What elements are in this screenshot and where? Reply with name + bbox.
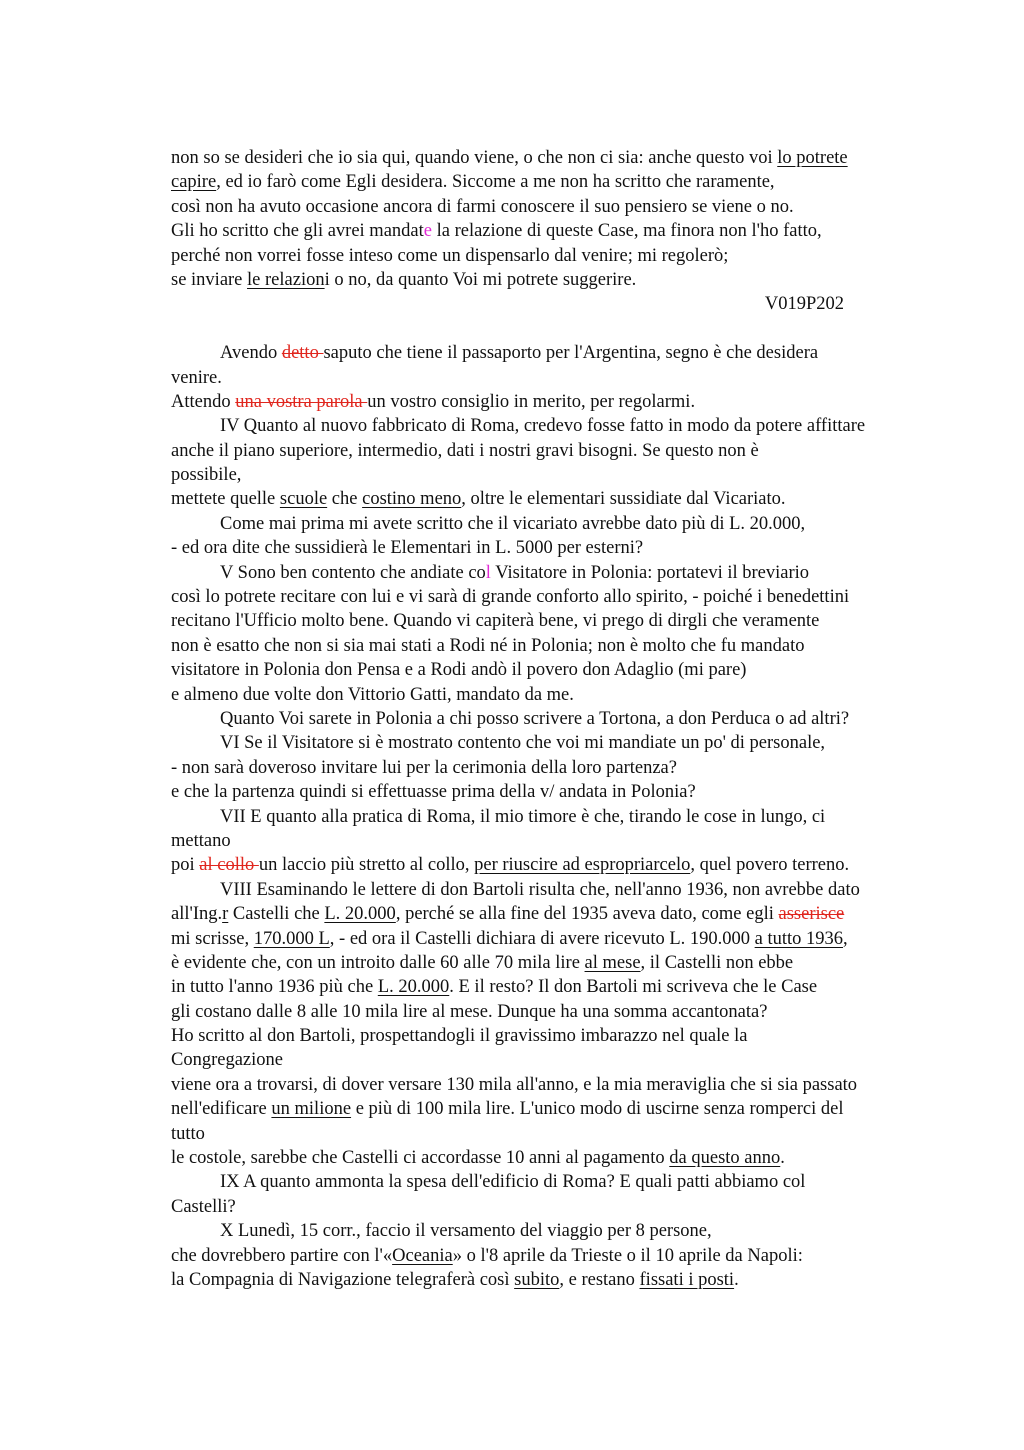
inserted-text: l	[485, 562, 491, 583]
inserted-text: e	[423, 221, 432, 242]
text-run: Attendo	[171, 391, 236, 412]
letter-page	[171, 146, 971, 1292]
text-line	[171, 390, 971, 414]
underlined-text: a tutto 1936	[754, 928, 844, 949]
text-run: Castelli che	[228, 904, 325, 925]
section-viii-heading-line: VIII Esaminando le lettere di don Bartoli risulta che, nell'anno 1936, non avrebbe dato	[220, 879, 860, 900]
underlined-text: al mese	[584, 952, 641, 973]
text-line: gli costano dalle 8 alle 10 mila lire al mese. Dunque ha una somma accantonata?	[171, 1001, 768, 1022]
text-line	[171, 1146, 971, 1170]
text-run: ,	[843, 928, 848, 949]
text-line	[171, 170, 971, 194]
text-line	[171, 975, 971, 999]
text-run: le costole, sarebbe che Castelli ci accordasse 10 anni al pagamento	[171, 1148, 670, 1169]
text-run: poi	[171, 855, 200, 876]
text-line: Come mai prima mi avete scritto che il vicariato avrebbe dato più di L. 20.000,	[220, 513, 806, 534]
deleted-text: detto	[281, 343, 324, 364]
text-run: . E il resto? Il don Bartoli mi scriveva che le Case	[449, 977, 818, 998]
text-line: mettano	[171, 830, 231, 851]
text-run: nell'edificare	[171, 1099, 272, 1120]
text-run: , perché se alla fine del 1935 aveva dato, come egli	[395, 904, 779, 925]
text-run: un vostro consiglio in merito, per regolarmi.	[367, 391, 696, 412]
text-line: e almeno due volte don Vittorio Gatti, mandato da me.	[171, 684, 574, 705]
underlined-text: lo potrete	[777, 148, 848, 168]
text-line: venire.	[171, 367, 222, 388]
underlined-text: fissati i posti	[639, 1269, 735, 1290]
text-line: Castelli?	[171, 1196, 236, 1217]
underlined-text: Oceania	[392, 1245, 453, 1266]
underlined-text: per riuscire ad espropriarcelo	[474, 855, 691, 876]
underlined-text: L. 20.000	[377, 977, 450, 998]
text-line	[171, 146, 971, 170]
text-run: che dovrebbero partire con l'«	[171, 1245, 393, 1266]
text-line: viene ora a trovarsi, di dover versare 130 mila all'anno, e la mia meraviglia che si sia passato	[171, 1074, 858, 1095]
section-vii-heading-line: VII E quanto alla pratica di Roma, il mio timore è che, tirando le cose in lungo, ci	[220, 806, 826, 827]
text-run: .	[734, 1269, 739, 1290]
section-vi-heading-line: VI Se il Visitatore si è mostrato contento che voi mi mandiate un po' di personale,	[220, 733, 826, 754]
text-run: se inviare	[171, 269, 248, 290]
text-line: Ho scritto al don Bartoli, prospettandogli il gravissimo imbarazzo nel quale la	[171, 1026, 748, 1047]
text-line	[171, 1244, 971, 1268]
text-line	[171, 951, 971, 975]
text-run: e più di 100 mila lire. L'unico modo di uscirne senza romperci del	[351, 1099, 844, 1120]
text-run: V Sono ben contento che andiate co	[220, 562, 486, 583]
text-line: Quanto Voi sarete in Polonia a chi posso scrivere a Tortona, a don Perduca o ad altri?	[220, 708, 850, 729]
text-line	[171, 487, 971, 511]
text-run: Gli ho scritto che gli avrei mandat	[171, 221, 424, 242]
text-run: non so se desideri che io sia qui, quando viene, o che non ci sia: anche questo voi	[171, 148, 778, 168]
text-line	[171, 853, 971, 877]
reference-code: V019P202	[764, 294, 844, 315]
text-line	[171, 219, 971, 243]
deleted-text: una vostra parola	[235, 391, 368, 412]
text-run: , ed io farò come Egli desidera. Siccome a me non ha scritto che raramente,	[216, 172, 775, 193]
text-run: , quel povero terreno.	[690, 855, 850, 876]
text-line: - non sarà doveroso invitare lui per la cerimonia della loro partenza?	[171, 757, 677, 778]
text-run: , e restano	[559, 1269, 640, 1290]
underlined-text: le relazion	[247, 269, 325, 290]
text-run: , il Castelli non ebbe	[640, 952, 794, 973]
underlined-text: costino meno	[362, 489, 462, 510]
underlined-text: un milione	[271, 1099, 352, 1120]
text-run: , oltre le elementari sussidiate dal Vicariato.	[461, 489, 786, 510]
underlined-text: da questo anno	[669, 1148, 781, 1169]
text-run: in tutto l'anno 1936 più che	[171, 977, 378, 998]
underlined-text: capire	[171, 172, 217, 193]
text-run: saputo che tiene il passaporto per l'Argentina, segno è che desidera	[323, 343, 819, 364]
text-line: così non ha avuto occasione ancora di farmi conoscere il suo pensiero se viene o no.	[171, 196, 794, 217]
text-line	[171, 341, 971, 365]
underlined-text: L. 20.000	[324, 904, 396, 925]
text-run: che	[327, 489, 363, 510]
section-v-heading-line	[171, 561, 971, 585]
text-line	[171, 902, 971, 926]
text-run: all'Ing.	[171, 904, 223, 925]
text-line: anche il piano superiore, intermedio, dati i nostri gravi bisogni. Se questo non è	[171, 440, 759, 461]
text-line	[171, 1268, 971, 1292]
blank-line	[171, 317, 971, 341]
section-iv-heading-line: IV Quanto al nuovo fabbricato di Roma, credevo fosse fatto in modo da potere affittare	[220, 416, 866, 437]
section-ix-heading-line: IX A quanto ammonta la spesa dell'edificio di Roma? E quali patti abbiamo col	[220, 1172, 806, 1193]
underlined-text: scuole	[279, 489, 328, 510]
text-line: perché non vorrei fosse inteso come un dispensarlo dal venire; mi regolerò;	[171, 245, 729, 266]
text-line: così lo potrete recitare con lui e vi sarà di grande conforto allo spirito, - poiché i benedettini	[171, 587, 850, 608]
text-line	[171, 1097, 971, 1121]
text-run: mettete quelle	[171, 489, 280, 510]
text-run: Visitatore in Polonia: portatevi il breviario	[490, 562, 810, 583]
deleted-text: al collo	[199, 855, 259, 876]
text-line	[171, 268, 971, 292]
deleted-text: asserisce	[778, 904, 845, 925]
text-run: un laccio più stretto al collo,	[258, 855, 475, 876]
text-run: è evidente che, con un introito dalle 60 alle 70 mila lire	[171, 952, 585, 973]
text-run: la Compagnia di Navigazione telegraferà così	[171, 1269, 515, 1290]
text-line: Congregazione	[171, 1050, 283, 1071]
section-x-heading-line: X Lunedì, 15 corr., faccio il versamento del viaggio per 8 persone,	[220, 1221, 712, 1242]
text-line: non è esatto che non si sia mai stati a Rodi né in Polonia; non è molto che fu mandato	[171, 635, 805, 656]
underlined-text: 170.000 L	[253, 928, 330, 949]
text-line: recitano l'Ufficio molto bene. Quando vi capiterà bene, vi prego di dirgli che veramente	[171, 611, 820, 632]
text-run: .	[780, 1148, 785, 1169]
text-line: visitatore in Polonia don Pensa e a Rodi andò il povero don Adaglio (mi pare)	[171, 660, 747, 681]
text-run: Avendo	[220, 343, 282, 364]
text-line: - ed ora dite che sussidierà le Elementari in L. 5000 per esterni?	[171, 538, 644, 559]
underlined-text: subito	[514, 1269, 560, 1290]
text-run: la relazione di queste Case, ma finora non l'ho fatto,	[431, 221, 822, 242]
text-run: , - ed ora il Castelli dichiara di avere ricevuto L. 190.000	[329, 928, 755, 949]
text-line: possibile,	[171, 465, 242, 486]
text-run: » o l'8 aprile da Trieste o il 10 aprile da Napoli:	[452, 1245, 803, 1266]
underlined-text: r	[222, 904, 229, 925]
text-run: i o no, da quanto Voi mi potrete suggerire.	[324, 269, 637, 290]
text-run: mi scrisse,	[171, 928, 254, 949]
text-line	[171, 927, 971, 951]
text-line: e che la partenza quindi si effettuasse prima della v/ andata in Polonia?	[171, 782, 696, 803]
text-line: tutto	[171, 1123, 205, 1144]
